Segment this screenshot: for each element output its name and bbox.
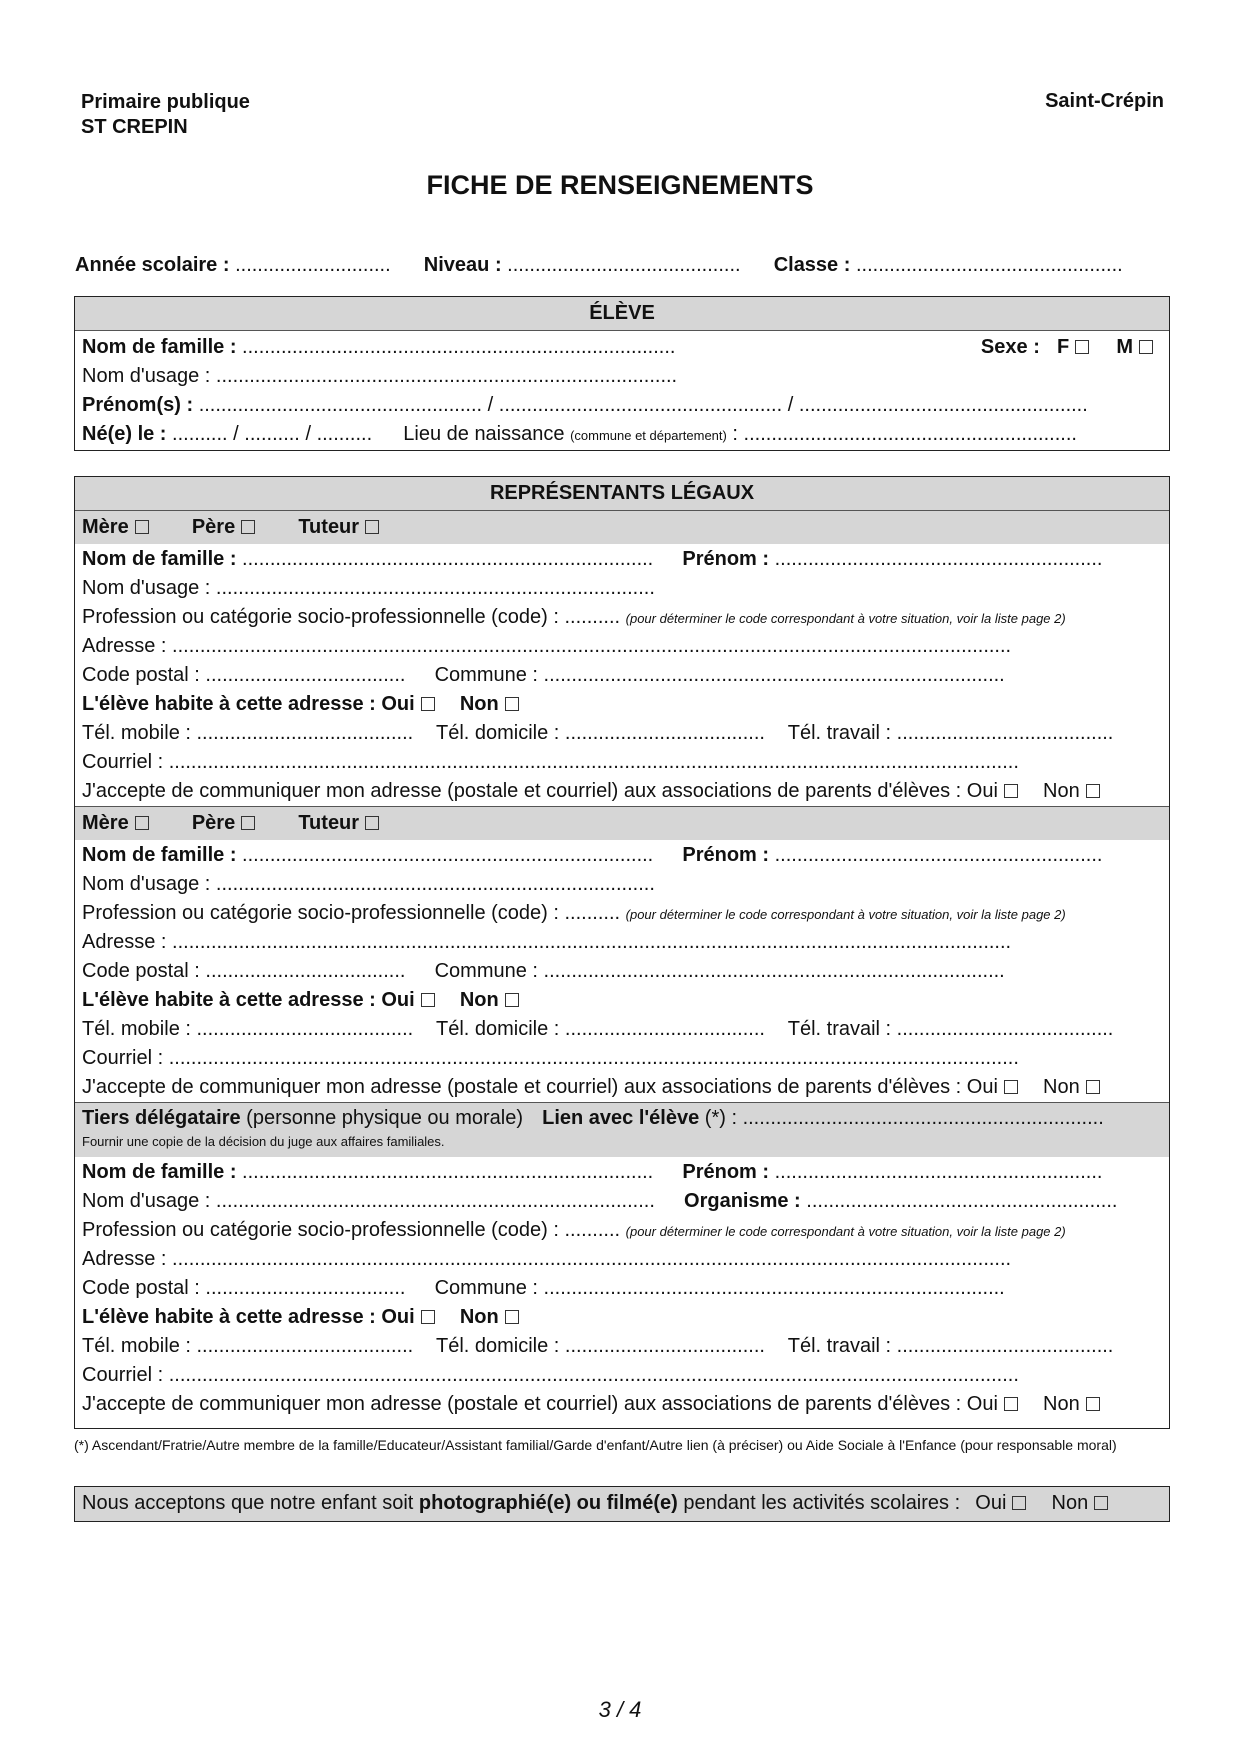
tiers-header — [75, 1102, 1169, 1157]
tiers-adresse-row — [75, 1245, 1169, 1274]
rep2-habite-oui-checkbox[interactable] — [421, 993, 435, 1007]
eleve-ne-label: Né(e) le : — [82, 423, 167, 445]
tiers-courriel-row — [75, 1361, 1169, 1390]
tiers-profession-row — [75, 1216, 1169, 1245]
eleve-title: ÉLÈVE — [75, 297, 1169, 331]
sexe-group — [981, 333, 1157, 362]
rep2-cp-label: Code postal : — [82, 960, 200, 982]
organisme-field[interactable]: ........................................................ — [806, 1190, 1118, 1212]
sexe-m-checkbox[interactable] — [1139, 340, 1153, 354]
rep2-mere-label: Mère — [82, 812, 129, 834]
prenom-separator: / — [487, 394, 494, 416]
tiers-commune-label: Commune : — [434, 1277, 538, 1299]
rep1-nom-field[interactable]: .......................................................................... — [242, 548, 654, 570]
rep2-nom-label: Nom de famille : — [82, 844, 237, 866]
tiers-cp-label: Code postal : — [82, 1277, 200, 1299]
tiers-habite-non-label: Non — [459, 1306, 499, 1328]
profession-note: (pour déterminer le code correspondant à votre situation, voir la liste page 2) — [625, 1224, 1066, 1239]
rep1-tuteur-label: Tuteur — [298, 516, 360, 538]
tiers-usage-row — [75, 1187, 1169, 1216]
rep2-accepte-non-label: Non — [1043, 1076, 1080, 1098]
rep1-usage-field[interactable]: ............................................................................... — [215, 577, 655, 599]
eleve-ne-month[interactable]: .......... — [244, 423, 300, 445]
photo-consent-row — [75, 1487, 1169, 1520]
photo-text-before: Nous acceptons que notre enfant soit — [82, 1492, 414, 1514]
rep2-accepte-label: J'accepte de communiquer mon adresse (postale et courriel) aux associations de parents d'élèves : — [82, 1076, 962, 1098]
rep2-habite-row — [75, 986, 1169, 1015]
tiers-domicile-label: Tél. domicile : — [435, 1335, 560, 1357]
rep2-habite-non-label: Non — [459, 989, 499, 1011]
rep2-tuteur-checkbox[interactable] — [365, 816, 379, 830]
eleve-ne-year[interactable]: .......... — [316, 423, 373, 445]
rep2-usage-field[interactable]: ............................................................................... — [215, 873, 655, 895]
eleve-usage-row — [75, 362, 1169, 391]
photo-oui-checkbox[interactable] — [1012, 1496, 1026, 1510]
photo-non-label: Non — [1051, 1492, 1089, 1514]
prenom-separator: / — [787, 394, 794, 416]
annee-label: Année scolaire : — [75, 254, 230, 276]
rep1-pere-checkbox[interactable] — [241, 520, 255, 534]
tiers-adresse-label: Adresse : — [82, 1248, 167, 1270]
rep1-role-row — [75, 511, 1169, 544]
rep2-commune-field[interactable]: ................................................................................... — [543, 960, 1005, 982]
rep2-profession-row — [75, 899, 1169, 928]
tiers-accepte-oui-checkbox[interactable] — [1004, 1397, 1018, 1411]
rep2-profession-field[interactable]: .......... — [564, 902, 621, 924]
tiers-usage-label: Nom d'usage : — [82, 1190, 211, 1212]
school-year-row — [75, 254, 1170, 277]
rep1-accepte-oui-checkbox[interactable] — [1004, 784, 1018, 798]
tiers-travail-field[interactable]: ....................................... — [896, 1335, 1114, 1357]
tiers-accepte-oui-label: Oui — [966, 1393, 998, 1415]
rep1-cp-field[interactable]: .................................... — [205, 664, 406, 686]
tiers-courriel-label: Courriel : — [82, 1364, 164, 1386]
lien-field[interactable]: ................................................................. — [742, 1107, 1104, 1129]
rep1-mere-label: Mère — [82, 516, 129, 538]
tiers-habite-oui-checkbox[interactable] — [421, 1310, 435, 1324]
rep1-tel-row — [75, 719, 1169, 748]
niveau-field[interactable]: .......................................... — [507, 254, 741, 276]
sexe-f-label: F — [1056, 336, 1070, 358]
lieu-note: (commune et département) — [570, 428, 727, 443]
lieu-field[interactable]: ............................................................ — [743, 423, 1077, 445]
rep2-nom-field[interactable]: .......................................................................... — [242, 844, 654, 866]
rep2-domicile-label: Tél. domicile : — [435, 1018, 560, 1040]
eleve-nom-label: Nom de famille : — [82, 336, 237, 358]
tiers-cp-row — [75, 1274, 1169, 1303]
tiers-accepte-non-label: Non — [1043, 1393, 1080, 1415]
rep1-habite-non-checkbox[interactable] — [505, 697, 519, 711]
rep2-prenom-label: Prénom : — [682, 844, 770, 866]
rep1-travail-field[interactable]: ....................................... — [896, 722, 1114, 744]
rep2-role-row — [75, 806, 1169, 840]
eleve-ne-day[interactable]: .......... — [172, 423, 228, 445]
tiers-habite-oui-label: Oui — [381, 1306, 415, 1328]
rep2-travail-label: Tél. travail : — [787, 1018, 892, 1040]
rep2-mere-checkbox[interactable] — [135, 816, 149, 830]
page-title: FICHE DE RENSEIGNEMENTS — [426, 170, 814, 200]
annee-field[interactable]: ............................ — [235, 254, 391, 276]
tiers-note: Fournir une copie de la décision du juge aux affaires familiales. — [82, 1134, 445, 1149]
rep2-habite-non-checkbox[interactable] — [505, 993, 519, 1007]
rep2-courriel-field[interactable]: ......................................................................................................................................................... — [168, 1047, 1019, 1069]
tiers-prenom-label: Prénom : — [682, 1161, 770, 1183]
rep1-profession-label: Profession ou catégorie socio-professionnelle (code) : — [82, 606, 559, 628]
rep2-adresse-label: Adresse : — [82, 931, 167, 953]
rep2-usage-label: Nom d'usage : — [82, 873, 211, 895]
photo-text-bold: photographié(e) ou filmé(e) — [418, 1492, 678, 1514]
rep2-nom-row — [75, 841, 1169, 870]
rep2-mobile-field[interactable]: ....................................... — [196, 1018, 414, 1040]
rep2-pere-label: Père — [191, 812, 236, 834]
rep1-habite-non-label: Non — [459, 693, 499, 715]
rep1-domicile-label: Tél. domicile : — [435, 722, 560, 744]
rep2-accepte-oui-checkbox[interactable] — [1004, 1080, 1018, 1094]
tiers-mobile-label: Tél. mobile : — [82, 1335, 191, 1357]
tiers-adresse-field[interactable]: ....................................................................................................................................................... — [172, 1248, 1012, 1270]
organisme-label: Organisme : — [684, 1190, 801, 1212]
photo-consent-box — [74, 1486, 1170, 1522]
eleve-prenom-field-2[interactable]: ................................................... — [498, 394, 783, 416]
eleve-nom-row — [75, 333, 1169, 362]
rep2-cp-field[interactable]: .................................... — [205, 960, 406, 982]
tiers-commune-field[interactable]: ................................................................................... — [543, 1277, 1005, 1299]
tiers-accepte-label: J'accepte de communiquer mon adresse (postale et courriel) aux associations de parents d'élèves : — [82, 1393, 962, 1415]
rep1-profession-row — [75, 603, 1169, 632]
tiers-mobile-field[interactable]: ....................................... — [196, 1335, 414, 1357]
lieu-label: Lieu de naissance — [403, 423, 565, 445]
sexe-label: Sexe : — [980, 336, 1040, 358]
rep1-cp-label: Code postal : — [82, 664, 200, 686]
rep1-prenom-label: Prénom : — [682, 548, 770, 570]
rep1-mobile-field[interactable]: ....................................... — [196, 722, 414, 744]
rep2-prenom-field[interactable]: ........................................................... — [774, 844, 1103, 866]
tiers-title-row — [82, 1103, 1169, 1134]
tiers-profession-label: Profession ou catégorie socio-professionnelle (code) : — [82, 1219, 559, 1241]
rep1-nom-row — [75, 545, 1169, 574]
rep2-adresse-field[interactable]: ....................................................................................................................................................... — [172, 931, 1012, 953]
footnote: (*) Ascendant/Fratrie/Autre membre de la famille/Educateur/Assistant familial/Garde d'enfant/Autre lien (à préciser) ou Aide Sociale à l'Enfance (pour responsable moral) — [74, 1437, 1117, 1453]
rep1-commune-label: Commune : — [434, 664, 538, 686]
tiers-subtitle: (personne physique ou morale) — [246, 1107, 523, 1129]
tiers-profession-field[interactable]: .......... — [564, 1219, 621, 1241]
rep1-nom-label: Nom de famille : — [82, 548, 237, 570]
rep1-accepte-row — [75, 777, 1169, 806]
lien-mark: (*) : — [704, 1107, 737, 1129]
tiers-habite-label: L'élève habite à cette adresse : — [82, 1306, 376, 1328]
lieu-colon: : — [732, 423, 738, 445]
profession-note: (pour déterminer le code correspondant à votre situation, voir la liste page 2) — [625, 611, 1066, 626]
rep1-tuteur-checkbox[interactable] — [365, 520, 379, 534]
town-name: Saint-Crépin — [1045, 90, 1164, 112]
rep1-habite-oui-label: Oui — [381, 693, 415, 715]
rep2-commune-label: Commune : — [434, 960, 538, 982]
rep1-accepte-oui-label: Oui — [966, 780, 998, 802]
rep1-domicile-field[interactable]: .................................... — [564, 722, 765, 744]
school-line-2: ST CREPIN — [81, 116, 188, 138]
rep2-accepte-non-checkbox[interactable] — [1086, 1080, 1100, 1094]
rep1-adresse-label: Adresse : — [82, 635, 167, 657]
rep1-courriel-label: Courriel : — [82, 751, 164, 773]
rep2-cp-row — [75, 957, 1169, 986]
rep1-habite-row — [75, 690, 1169, 719]
rep1-accepte-label: J'accepte de communiquer mon adresse (postale et courriel) aux associations de parents d'élèves : — [82, 780, 962, 802]
tiers-habite-row — [75, 1303, 1169, 1332]
rep2-tel-row — [75, 1015, 1169, 1044]
rep2-habite-label: L'élève habite à cette adresse : — [82, 989, 376, 1011]
rep2-accepte-oui-label: Oui — [966, 1076, 998, 1098]
page-number: 3 / 4 — [598, 1697, 642, 1722]
rep1-courriel-field[interactable]: ......................................................................................................................................................... — [168, 751, 1019, 773]
rep1-adresse-field[interactable]: ....................................................................................................................................................... — [172, 635, 1012, 657]
tiers-usage-field[interactable]: ............................................................................... — [215, 1190, 655, 1212]
rep1-cp-row — [75, 661, 1169, 690]
rep2-tuteur-label: Tuteur — [298, 812, 360, 834]
tiers-accepte-non-checkbox[interactable] — [1086, 1397, 1100, 1411]
tiers-nom-row — [75, 1158, 1169, 1187]
rep1-usage-row — [75, 574, 1169, 603]
rep1-mere-checkbox[interactable] — [135, 520, 149, 534]
representants-section — [74, 476, 1170, 1429]
representants-title: REPRÉSENTANTS LÉGAUX — [75, 477, 1169, 511]
rep2-profession-label: Profession ou catégorie socio-professionnelle (code) : — [82, 902, 559, 924]
rep2-adresse-row — [75, 928, 1169, 957]
tiers-travail-label: Tél. travail : — [787, 1335, 892, 1357]
eleve-nom-field[interactable]: .............................................................................. — [242, 336, 676, 358]
rep2-usage-row — [75, 870, 1169, 899]
tiers-title: Tiers délégataire — [82, 1107, 241, 1129]
eleve-prenom-field-1[interactable]: ................................................... — [198, 394, 483, 416]
eleve-prenoms-label: Prénom(s) : — [82, 394, 194, 416]
rep2-travail-field[interactable]: ....................................... — [896, 1018, 1114, 1040]
eleve-prenoms-row — [75, 391, 1169, 420]
tiers-courriel-field[interactable]: ......................................................................................................................................................... — [168, 1364, 1019, 1386]
sexe-m-label: M — [1116, 336, 1133, 358]
tiers-habite-non-checkbox[interactable] — [505, 1310, 519, 1324]
rep2-habite-oui-label: Oui — [381, 989, 415, 1011]
rep2-courriel-row — [75, 1044, 1169, 1073]
photo-oui-label: Oui — [975, 1492, 1007, 1514]
eleve-naissance-row — [75, 420, 1169, 449]
school-line-1: Primaire publique — [81, 91, 250, 113]
rep1-habite-oui-checkbox[interactable] — [421, 697, 435, 711]
eleve-prenom-field-3[interactable]: .................................................... — [798, 394, 1088, 416]
eleve-usage-label: Nom d'usage : — [82, 365, 211, 387]
photo-non-checkbox[interactable] — [1094, 1496, 1108, 1510]
tiers-accepte-row — [75, 1390, 1169, 1419]
tiers-nom-label: Nom de famille : — [82, 1161, 237, 1183]
rep2-domicile-field[interactable]: .................................... — [564, 1018, 765, 1040]
rep1-usage-label: Nom d'usage : — [82, 577, 211, 599]
rep1-mobile-label: Tél. mobile : — [82, 722, 191, 744]
tiers-tel-row — [75, 1332, 1169, 1361]
school-name — [81, 90, 250, 140]
rep1-pere-label: Père — [191, 516, 236, 538]
tiers-nom-field[interactable]: .......................................................................... — [242, 1161, 654, 1183]
classe-label: Classe : — [773, 254, 851, 276]
niveau-label: Niveau : — [423, 254, 502, 276]
date-separator: / — [305, 423, 311, 445]
rep1-profession-field[interactable]: .......... — [564, 606, 621, 628]
rep1-travail-label: Tél. travail : — [787, 722, 892, 744]
date-separator: / — [233, 423, 239, 445]
sexe-f-checkbox[interactable] — [1075, 340, 1089, 354]
rep2-accepte-row — [75, 1073, 1169, 1102]
lien-label: Lien avec l'élève — [542, 1107, 700, 1129]
rep2-courriel-label: Courriel : — [82, 1047, 164, 1069]
tiers-domicile-field[interactable]: .................................... — [564, 1335, 765, 1357]
rep1-accepte-non-label: Non — [1043, 780, 1080, 802]
rep2-mobile-label: Tél. mobile : — [82, 1018, 191, 1040]
rep1-courriel-row — [75, 748, 1169, 777]
rep2-pere-checkbox[interactable] — [241, 816, 255, 830]
profession-note: (pour déterminer le code correspondant à votre situation, voir la liste page 2) — [625, 907, 1066, 922]
tiers-prenom-field[interactable]: ........................................................... — [774, 1161, 1103, 1183]
classe-field[interactable]: ................................................ — [855, 254, 1123, 276]
rep1-adresse-row — [75, 632, 1169, 661]
rep1-prenom-field[interactable]: ........................................................... — [774, 548, 1103, 570]
rep1-accepte-non-checkbox[interactable] — [1086, 784, 1100, 798]
rep1-habite-label: L'élève habite à cette adresse : — [82, 693, 376, 715]
tiers-cp-field[interactable]: .................................... — [205, 1277, 406, 1299]
eleve-section — [74, 296, 1170, 451]
eleve-usage-field[interactable]: ................................................................................... — [215, 365, 678, 387]
rep1-commune-field[interactable]: ................................................................................... — [543, 664, 1005, 686]
photo-text-after: pendant les activités scolaires : — [683, 1492, 961, 1514]
